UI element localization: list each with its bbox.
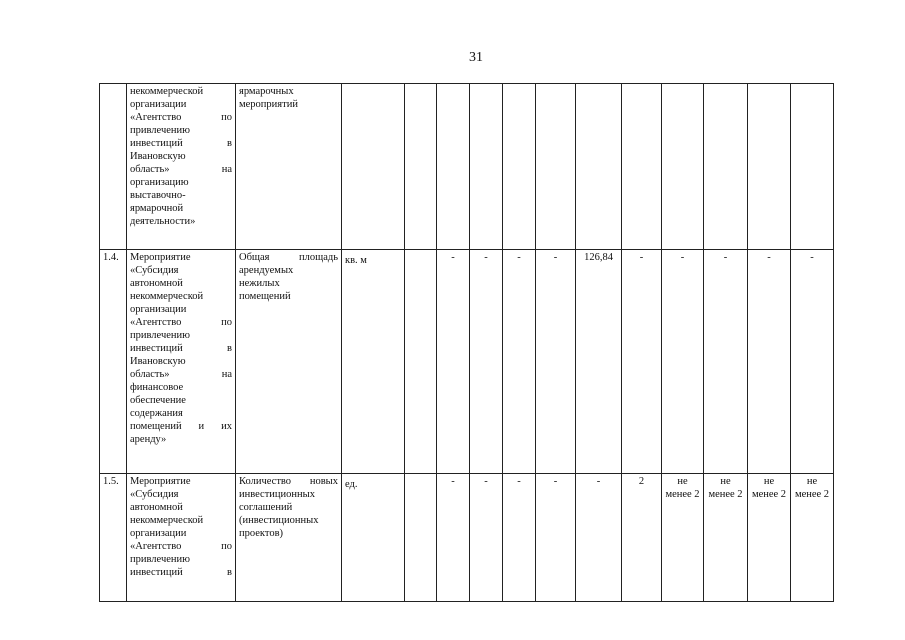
description-line: «Субсидия — [130, 489, 179, 500]
description-line-word: область» — [130, 164, 170, 175]
description-line: Ивановскую — [130, 356, 186, 367]
activity-description — [127, 250, 236, 474]
indicator-line — [239, 475, 338, 488]
description-line-word: на — [221, 369, 232, 380]
indicator-line-word: Количество — [239, 476, 292, 487]
description-line-word: инвестиций — [130, 138, 183, 149]
indicator-line: соглашений — [239, 502, 293, 513]
description-line-word: инвестиций — [130, 567, 183, 578]
indicator-line-word: новых — [309, 476, 338, 487]
table-body — [100, 84, 834, 602]
table-row — [100, 474, 834, 602]
description-line: привлечению — [130, 125, 190, 136]
description-line: организации — [130, 99, 187, 110]
activity-description — [127, 84, 236, 250]
description-line: привлечению — [130, 554, 190, 565]
indicator-line: арендуемых — [239, 265, 294, 276]
description-line-word: в — [227, 343, 232, 354]
description-line: некоммерческой — [130, 291, 204, 302]
description-line: автономной — [130, 278, 183, 289]
description-line-word: «Агентство — [130, 541, 182, 552]
table-row — [100, 84, 834, 250]
unit-cell — [342, 84, 405, 250]
description-line — [130, 368, 232, 381]
value-cell: - — [791, 250, 834, 474]
value-cell: - — [748, 250, 791, 474]
description-line-word: их — [221, 421, 232, 432]
value-cell: - — [536, 474, 576, 602]
value-cell: - — [704, 250, 748, 474]
indicator-name — [236, 250, 342, 474]
description-line-word: в — [227, 567, 232, 578]
indicator-line: мероприятий — [239, 99, 298, 110]
description-line: некоммерческой — [130, 515, 204, 526]
description-line: деятельности» — [130, 216, 196, 227]
indicator-line: инвестиционных — [239, 489, 315, 500]
description-line: «Субсидия — [130, 265, 179, 276]
description-line: привлечению — [130, 330, 190, 341]
value-cell: - — [437, 250, 470, 474]
table-row — [100, 250, 834, 474]
description-line-word: в — [227, 138, 232, 149]
value-cell: не менее 2 — [748, 474, 791, 602]
value-cell: - — [470, 474, 503, 602]
value-cell: - — [503, 250, 536, 474]
value-cell — [536, 84, 576, 250]
value-cell — [791, 84, 834, 250]
description-line — [130, 420, 232, 433]
description-line — [130, 566, 232, 579]
value-cell — [470, 84, 503, 250]
value-cell: 2 — [622, 474, 662, 602]
unit-cell: кв. м — [342, 250, 405, 474]
description-line-word: «Агентство — [130, 112, 182, 123]
description-line-word: область» — [130, 369, 170, 380]
empty-cell — [405, 250, 437, 474]
page-number: 31 — [469, 50, 483, 65]
description-line: организации — [130, 528, 187, 539]
value-cell: не менее 2 — [662, 474, 704, 602]
description-line: Мероприятие — [130, 252, 191, 263]
indicator-line: проектов) — [239, 528, 284, 539]
description-line: выставочно- — [130, 190, 186, 201]
value-cell: - — [536, 250, 576, 474]
value-cell: - — [437, 474, 470, 602]
value-cell — [576, 84, 622, 250]
description-line — [130, 111, 232, 124]
description-line — [130, 342, 232, 355]
value-cell — [437, 84, 470, 250]
value-cell: - — [470, 250, 503, 474]
row-number: 1.4. — [100, 250, 127, 474]
program-table — [99, 83, 834, 602]
row-number: 1.5. — [100, 474, 127, 602]
description-line — [130, 163, 232, 176]
empty-cell — [405, 84, 437, 250]
description-line-word: и — [198, 421, 205, 432]
description-line — [130, 540, 232, 553]
indicator-line: ярмарочных — [239, 86, 294, 97]
description-line-word: инвестиций — [130, 343, 183, 354]
description-line: аренду» — [130, 434, 167, 445]
indicator-line-word: площадь — [299, 252, 338, 263]
indicator-line: помещений — [239, 291, 291, 302]
unit-cell: ед. — [342, 474, 405, 602]
row-number — [100, 84, 127, 250]
empty-cell — [405, 474, 437, 602]
indicator-line-word: Общая — [239, 252, 270, 263]
description-line — [130, 316, 232, 329]
description-line: организацию — [130, 177, 189, 188]
value-cell: - — [503, 474, 536, 602]
value-cell — [503, 84, 536, 250]
indicator-name — [236, 84, 342, 250]
description-line: ярмарочной — [130, 203, 184, 214]
indicator-line — [239, 251, 338, 264]
value-cell: - — [662, 250, 704, 474]
value-cell — [748, 84, 791, 250]
value-cell — [622, 84, 662, 250]
value-cell: не менее 2 — [704, 474, 748, 602]
description-line-word: по — [221, 112, 232, 123]
activity-description — [127, 474, 236, 602]
description-line-word: на — [221, 164, 232, 175]
indicator-name — [236, 474, 342, 602]
value-cell — [662, 84, 704, 250]
indicator-line: нежилых — [239, 278, 280, 289]
description-line: содержания — [130, 408, 183, 419]
description-line-word: по — [221, 541, 232, 552]
description-line: Мероприятие — [130, 476, 191, 487]
description-line: организации — [130, 304, 187, 315]
indicator-line: (инвестиционных — [239, 515, 319, 526]
value-cell: - — [576, 474, 622, 602]
value-cell — [704, 84, 748, 250]
value-cell: 126,84 — [576, 250, 622, 474]
description-line: некоммерческой — [130, 86, 204, 97]
description-line — [130, 137, 232, 150]
description-line-word: помещений — [130, 421, 182, 432]
description-line: обеспечение — [130, 395, 186, 406]
description-line: финансовое — [130, 382, 184, 393]
description-line-word: «Агентство — [130, 317, 182, 328]
description-line: автономной — [130, 502, 183, 513]
description-line: Ивановскую — [130, 151, 186, 162]
value-cell: не менее 2 — [791, 474, 834, 602]
description-line-word: по — [221, 317, 232, 328]
value-cell: - — [622, 250, 662, 474]
